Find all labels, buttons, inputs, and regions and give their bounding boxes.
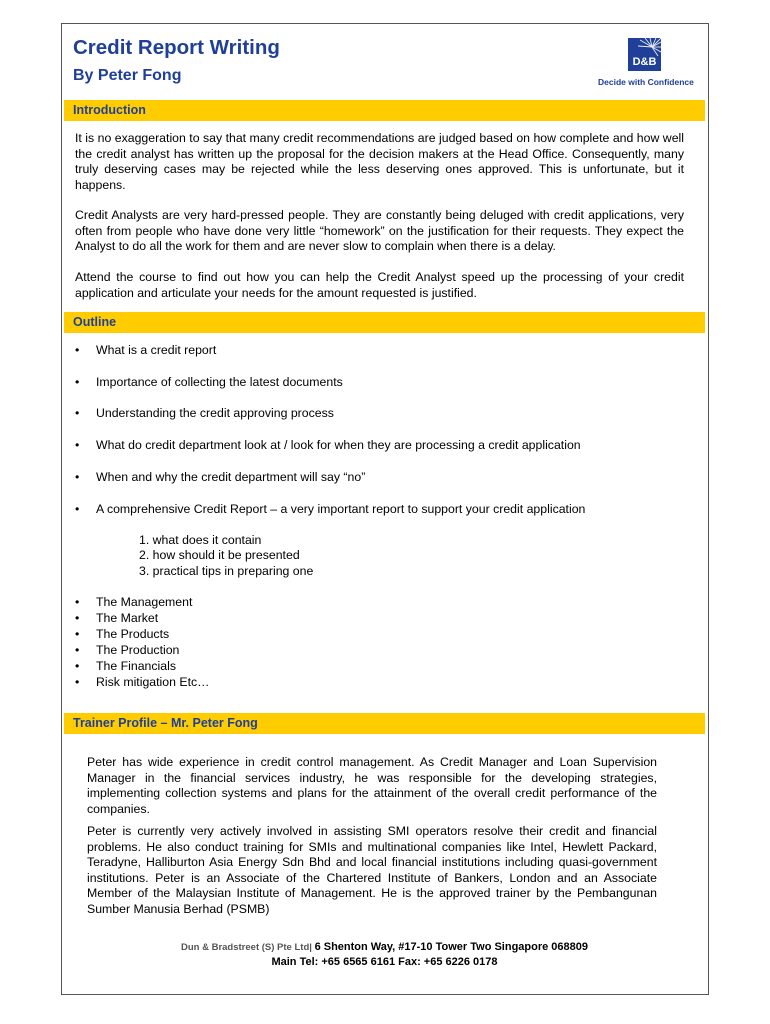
dnb-logo-mark (628, 38, 661, 71)
footer-contact: Main Tel: +65 6565 6161 Fax: +65 6226 0178 (271, 956, 498, 968)
bullet-icon: • (75, 611, 80, 625)
intro-paragraph: Attend the course to find out how you can help the Credit Analyst speed up the processing of your credit application and articulate your needs for the amount requested is justified. (75, 270, 684, 300)
footer-address: Dun & Bradstreet (S) Pte Ltd| 6 Shenton Way, #17-10 Tower Two Singapore 068809 (180, 941, 589, 953)
bullet-icon: • (75, 343, 80, 357)
document-author: By Peter Fong (73, 67, 182, 84)
outline-header (64, 312, 705, 333)
bullet-icon: • (75, 375, 80, 389)
bullet-icon: • (75, 675, 80, 689)
introduction-heading: Introduction (73, 103, 146, 117)
trainer-header (64, 713, 705, 734)
bullet-icon: • (75, 595, 80, 609)
numbered-item: 2. how should it be presented (139, 548, 300, 562)
trainer-paragraph: Peter has wide experience in credit control management. As Credit Manager and Loan Supervision Manager in the financial services industry, he was responsible for the developing strategies, implementing collection systems and plans for the attainment of the overall credit performance of the companies. (87, 755, 657, 816)
intro-paragraph: It is no exaggeration to say that many credit recommendations are judged based on how complete and how well the credit analyst has written up the proposal for the decision makers at the Head Office. Consequently, many truly deserving cases may be rejected while the less deserving ones approved. This is unfortunate, but it happens. (75, 131, 684, 192)
dnb-logo (598, 38, 693, 92)
document-title: Credit Report Writing (73, 36, 280, 59)
bullet-icon: • (75, 659, 80, 673)
svg-text:D&B: D&B (632, 56, 657, 68)
bullet-icon: • (75, 627, 80, 641)
dnb-starburst-icon (628, 38, 661, 71)
numbered-item: 3. practical tips in preparing one (139, 564, 314, 578)
bullet-icon: • (75, 438, 80, 452)
introduction-header (64, 100, 705, 121)
bullet-icon: • (75, 406, 80, 420)
trainer-paragraph: Peter is currently very actively involved in assisting SMI operators resolve their credit and financial problems. He also conduct training for SMIs and multinational companies like Intel, Hewlett Packard, Teradyne, Halliburton Asia Energy Sdn Bhd and local financial institutions including quasi-government institutions. Peter is an Associate of the Chartered Institute of Bankers, London and an Associate Member of the Malaysian Institute of Management. He is the approved trainer by the Pembangunan Sumber Manusia Berhad (PSMB) (87, 824, 657, 916)
trainer-heading: Trainer Profile – Mr. Peter Fong (73, 716, 258, 730)
footer-company: Dun & Bradstreet (S) Pte Ltd (180, 942, 310, 953)
outline-heading: Outline (73, 315, 117, 329)
footer-street: 6 Shenton Way, #17-10 Tower Two Singapore 068809 (314, 941, 589, 953)
bullet-icon: • (75, 470, 80, 484)
dnb-tagline: Decide with Confidence (598, 77, 694, 87)
bullet-icon: • (75, 502, 80, 516)
intro-paragraph: Credit Analysts are very hard-pressed people. They are constantly being deluged with credit applications, very often from people who have done very little “homework” on the justification for their requests. They expect the Analyst to do all the work for them and are never slow to complain when there is a delay. (75, 208, 684, 253)
bullet-icon: • (75, 643, 80, 657)
numbered-item: 1. what does it contain (139, 533, 262, 547)
